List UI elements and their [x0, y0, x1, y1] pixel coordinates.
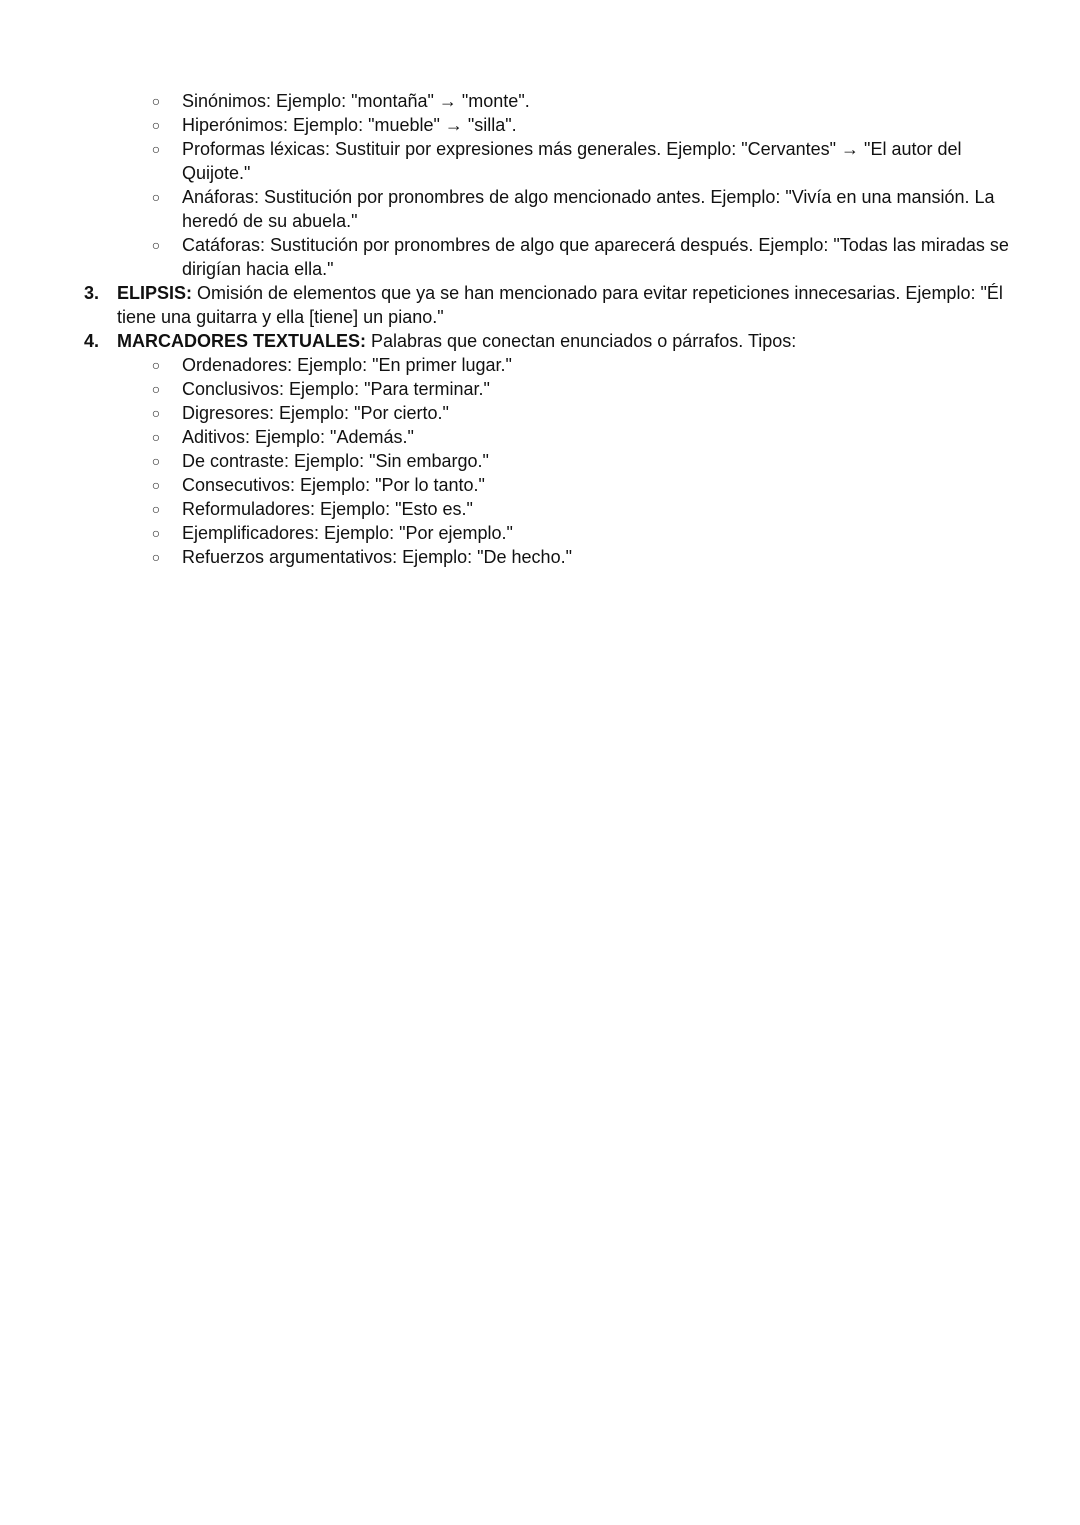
list-item: ○ Consecutivos: Ejemplo: "Por lo tanto.": [0, 473, 1080, 497]
hollow-bullet-icon: ○: [151, 189, 161, 205]
list-item: ○ Ejemplificadores: Ejemplo: "Por ejemplo.": [0, 521, 1080, 545]
list-item-proformas: ○ Proformas léxicas: Sustituir por expresiones más generales. Ejemplo: "Cervantes" → "El autor del: [0, 137, 1080, 161]
list-item-anaforas: ○ Anáforas: Sustitución por pronombres de algo mencionado antes. Ejemplo: "Vivía en una mansión. La: [0, 185, 1080, 209]
hollow-bullet-icon: ○: [151, 501, 161, 517]
section-title: ELIPSIS:: [117, 283, 193, 303]
list-item-hiperonimos: ○ Hiperónimos: Ejemplo: "mueble" → "silla".: [0, 113, 1080, 137]
section-elipsis-cont: tiene una guitarra y ella [tiene] un piano.": [117, 307, 444, 327]
list-item: ○ Ordenadores: Ejemplo: "En primer lugar.": [0, 353, 1080, 377]
list-item: ○ Aditivos: Ejemplo: "Además.": [0, 425, 1080, 449]
hollow-bullet-icon: ○: [151, 405, 161, 421]
list-item-proformas-cont: Quijote.": [182, 163, 251, 183]
section-number: 4.: [84, 331, 100, 351]
hollow-bullet-icon: ○: [151, 549, 161, 565]
section-elipsis: 3. ELIPSIS: Omisión de elementos que ya se han mencionado para evitar repeticiones innecesarias. Ejemplo: "Él: [84, 283, 1003, 303]
list-item: ○ Digresores: Ejemplo: "Por cierto.": [0, 401, 1080, 425]
hollow-bullet-icon: ○: [151, 525, 161, 541]
hollow-bullet-icon: ○: [151, 93, 161, 109]
hollow-bullet-icon: ○: [151, 381, 161, 397]
hollow-bullet-icon: ○: [151, 453, 161, 469]
list-item-cataforas: ○ Catáforas: Sustitución por pronombres de algo que aparecerá después. Ejemplo: "Todas las miradas se: [0, 233, 1080, 257]
list-item-cataforas-cont: dirigían hacia ella.": [182, 259, 334, 279]
section-number: 3.: [84, 283, 100, 303]
list-item: ○ Conclusivos: Ejemplo: "Para terminar.": [0, 377, 1080, 401]
list-item-sinonimos: ○ Sinónimos: Ejemplo: "montaña" → "monte".: [0, 89, 1080, 113]
list-item: ○ De contraste: Ejemplo: "Sin embargo.": [0, 449, 1080, 473]
hollow-bullet-icon: ○: [151, 141, 161, 157]
hollow-bullet-icon: ○: [151, 117, 161, 133]
list-item-anaforas-cont: heredó de su abuela.": [182, 211, 358, 231]
section-marcadores: 4. MARCADORES TEXTUALES: Palabras que conectan enunciados o párrafos. Tipos:: [84, 331, 797, 351]
hollow-bullet-icon: ○: [151, 237, 161, 253]
section-title: MARCADORES TEXTUALES:: [117, 331, 367, 351]
list-item: ○ Reformuladores: Ejemplo: "Esto es.": [0, 497, 1080, 521]
document-page: [0, 89, 1080, 569]
hollow-bullet-icon: ○: [151, 429, 161, 445]
hollow-bullet-icon: ○: [151, 357, 161, 373]
hollow-bullet-icon: ○: [151, 477, 161, 493]
list-item: ○ Refuerzos argumentativos: Ejemplo: "De hecho.": [0, 545, 1080, 569]
